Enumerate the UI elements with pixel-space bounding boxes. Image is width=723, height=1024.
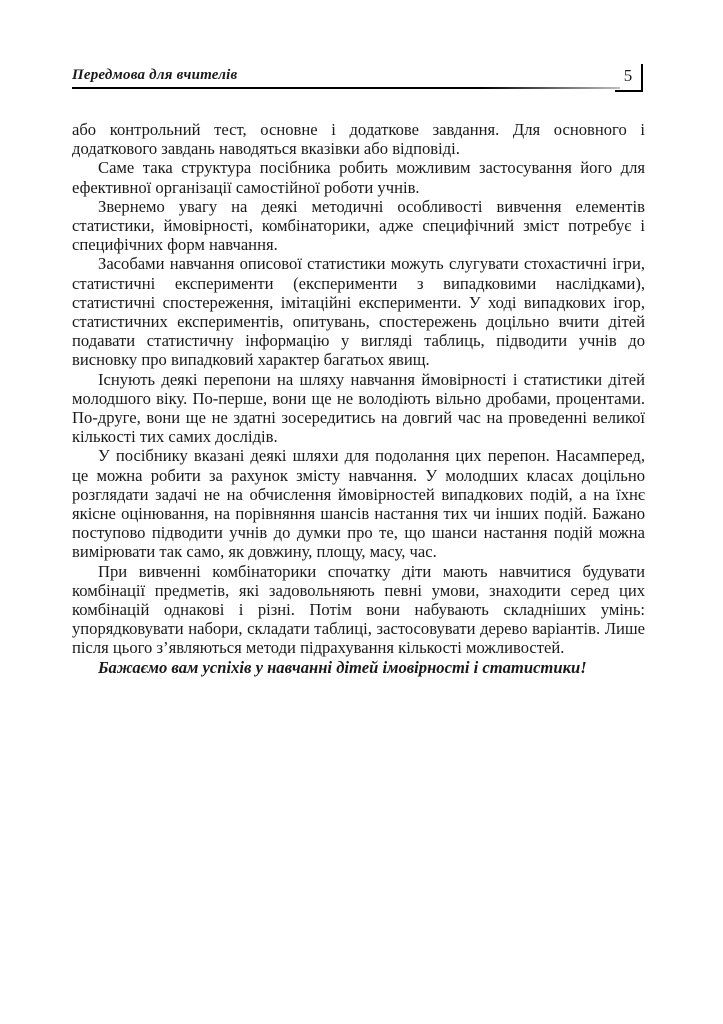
header-title: Передмова для вчителів — [72, 67, 238, 83]
page-number: 5 — [615, 64, 643, 92]
paragraph-obstacles: Існують деякі перепони на шляху навчання ймовірності і статистики дітей молодшого віку. По-перше, вони ще не володіють вільно дробами, процентами. По-друге, вони ще не здатні зосередитись на довгий час на проведенні великої кількості тих самих дослідів. — [72, 369, 645, 447]
paragraph-structure: Саме така структура посібника робить можливим застосування його для ефективної організації самостійної роботи учнів. — [72, 158, 645, 197]
running-header — [72, 60, 643, 92]
header-rule — [72, 87, 620, 89]
closing-wish: Бажаємо вам успіхів у навчанні дітей імовірності і статистики! — [98, 657, 587, 677]
paragraph-statistics-tools: Засобами навчання описової статистики можуть слугувати стохастичні ігри, статистичні експерименти (експерименти з випадковими наслідками), статистичні спостереження, імітаційні експерименти. У ході випадкових ігор, статистичних експериментів, опитувань, спостережень доцільно вчити дітей подавати статистичну інформацію у вигляді таблиць, підводити учнів до висновку про випадковий характер багатьох явищ. — [72, 254, 645, 370]
paragraph-methodology: Звернемо увагу на деякі методичні особливості вивчення елементів статистики, ймовірності, комбінаторики, адже специфічний зміст потребує і специфічних форм навчання. — [72, 196, 645, 255]
paragraph-combinatorics: При вивченні комбінаторики спочатку діти мають навчитися будувати комбінації предметів, які задовольняють певні умови, знаходити серед цих комбінацій однакові і різні. Потім вони набувають складніших умінь: упорядковувати набори, складати таблиці, застосовувати дерево варіантів. Лише після цього з’являються методи підрахування кількості можливостей. — [72, 561, 645, 658]
body-text — [72, 120, 645, 677]
paragraph-overcoming: У посібнику вказані деякі шляхи для подолання цих перепон. Насамперед, це можна робити за рахунок змісту навчання. У молодших класах доцільно розглядати задачі не на обчислення ймовірностей випадкових подій, а на їхнє якісне оцінювання, на порівняння шансів настання тих чи інших подій. Бажано поступово підводити учнів до думки про те, що шанси настання подій можна вимірювати так само, як довжину, площу, масу, час. — [72, 446, 645, 562]
paragraph-continuation: або контрольний тест, основне і додаткове завдання. Для основного і додаткового завдань наводяться вказівки або відповіді. — [72, 120, 645, 159]
